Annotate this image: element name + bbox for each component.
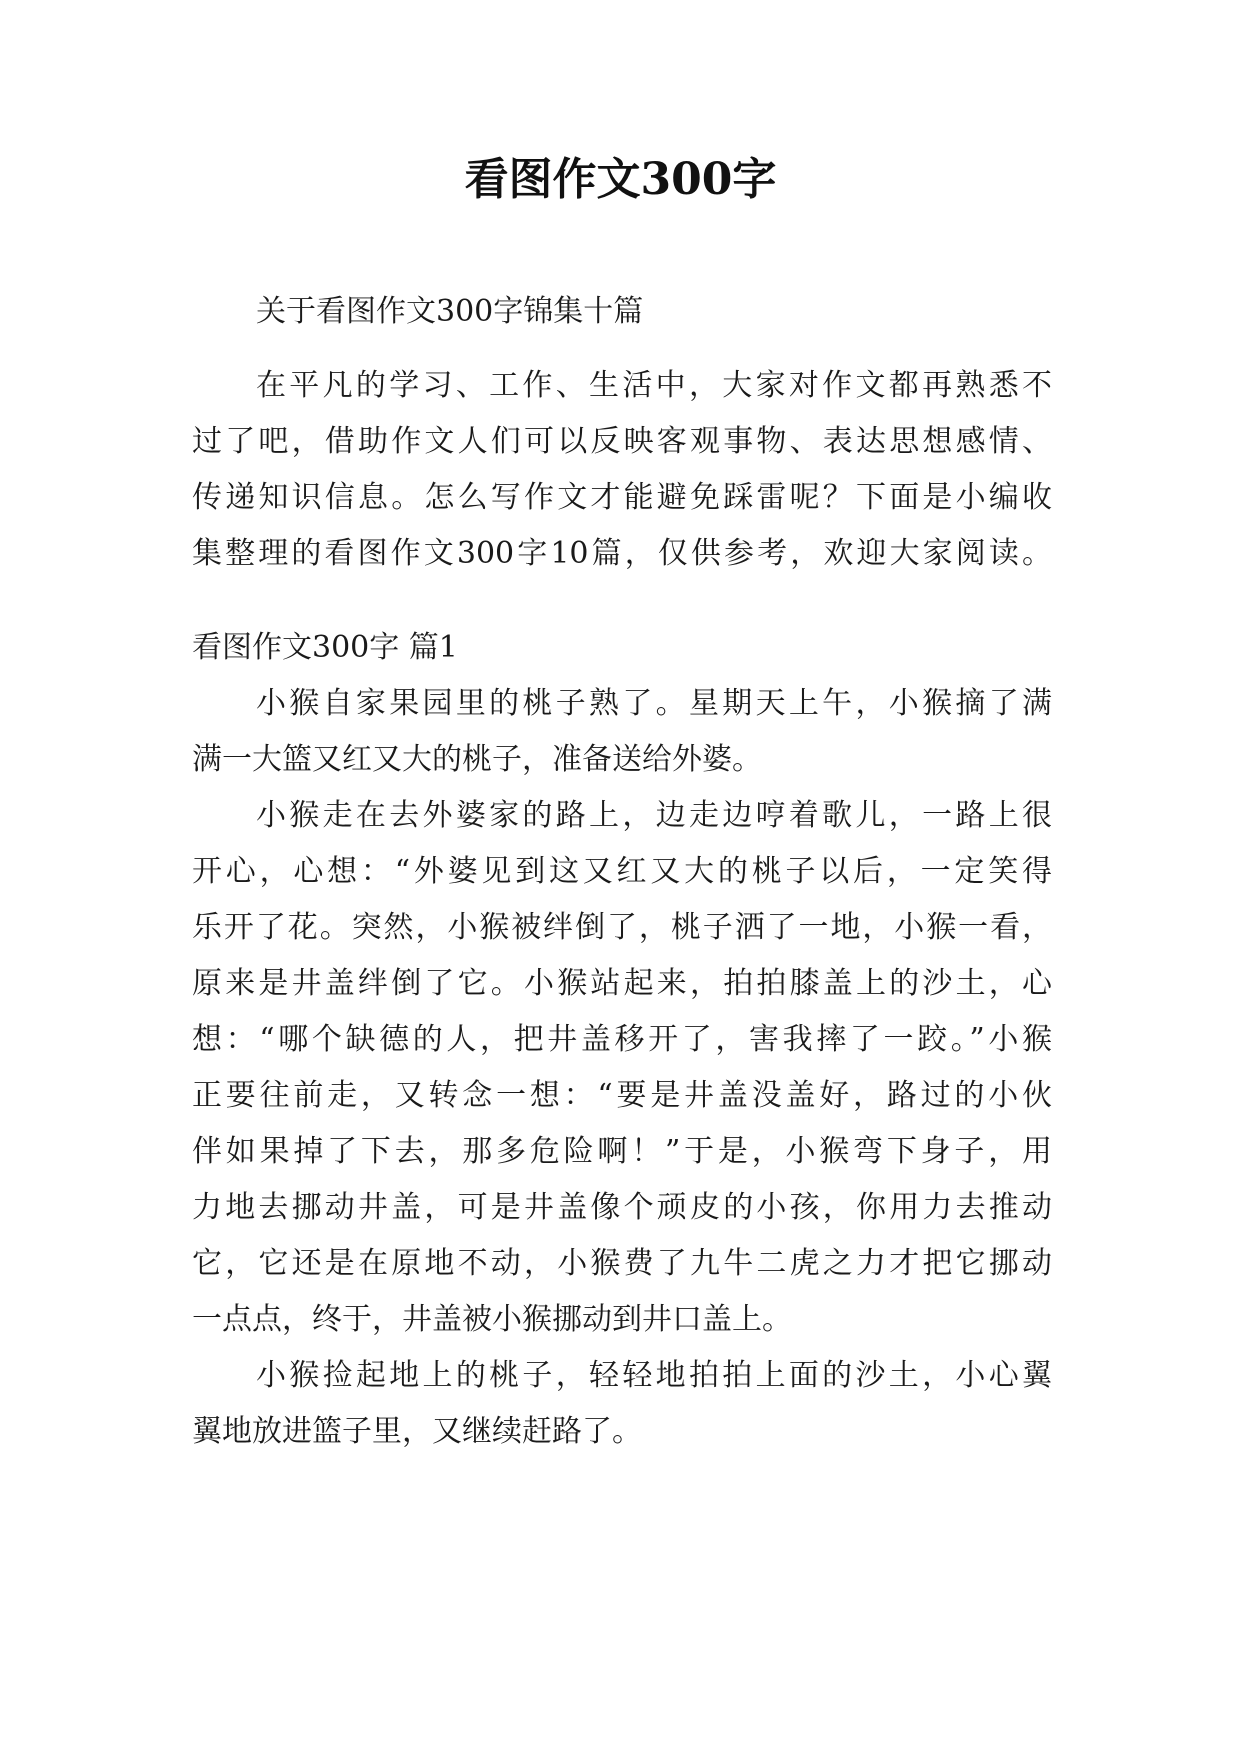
document-subtitle: 关于看图作文300字锦集十篇: [256, 294, 644, 329]
paragraph-line: 想：“哪个缺德的人，把井盖移开了，害我摔了一跤。”小猴: [192, 1022, 1052, 1057]
paragraph-line: 小猴捡起地上的桃子，轻轻地拍拍上面的沙土，小心翼: [256, 1358, 1052, 1393]
intro-line: 集整理的看图作文300字10篇，仅供参考，欢迎大家阅读。: [192, 536, 1052, 571]
paragraph-line: 一点点，终于，井盖被小猴挪动到井口盖上。: [192, 1302, 792, 1337]
intro-line: 传递知识信息。怎么写作文才能避免踩雷呢？下面是小编收: [192, 480, 1052, 515]
intro-line: 在平凡的学习、工作、生活中，大家对作文都再熟悉不: [256, 368, 1052, 403]
paragraph-line: 满一大篮又红又大的桃子，准备送给外婆。: [192, 742, 762, 777]
paragraph-line: 伴如果掉了下去，那多危险啊！”于是，小猴弯下身子，用: [192, 1134, 1052, 1169]
paragraph-line: 小猴走在去外婆家的路上，边走边哼着歌儿，一路上很: [256, 798, 1052, 833]
intro-line: 过了吧，借助作文人们可以反映客观事物、表达思想感情、: [192, 424, 1052, 459]
paragraph-line: 它，它还是在原地不动，小猴费了九牛二虎之力才把它挪动: [192, 1246, 1052, 1281]
paragraph-line: 小猴自家果园里的桃子熟了。星期天上午，小猴摘了满: [256, 686, 1052, 721]
paragraph-line: 翼地放进篮子里，又继续赶路了。: [192, 1414, 642, 1449]
paragraph-line: 力地去挪动井盖，可是井盖像个顽皮的小孩，你用力去推动: [192, 1190, 1052, 1225]
section-heading: 看图作文300字 篇1: [192, 630, 458, 665]
paragraph-line: 原来是井盖绊倒了它。小猴站起来，拍拍膝盖上的沙土，心: [192, 966, 1052, 1001]
paragraph-line: 乐开了花。突然，小猴被绊倒了，桃子洒了一地，小猴一看，: [192, 910, 1052, 945]
document-title: 看图作文300字: [464, 154, 777, 205]
paragraph-line: 正要往前走，又转念一想：“要是井盖没盖好，路过的小伙: [192, 1078, 1052, 1113]
paragraph-line: 开心，心想：“外婆见到这又红又大的桃子以后，一定笑得: [192, 854, 1052, 889]
